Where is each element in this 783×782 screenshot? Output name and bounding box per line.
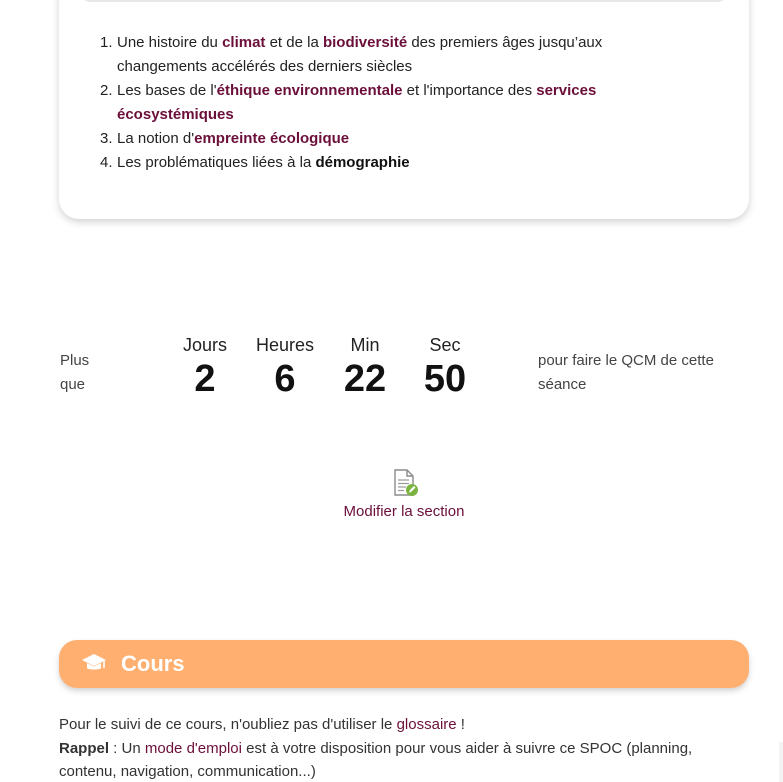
- rappel-label: Rappel: [59, 739, 110, 757]
- topic-item: [100, 127, 677, 151]
- countdown-seconds: [405, 334, 485, 402]
- countdown-suffix: pour faire le QCM de cette séance: [538, 352, 714, 393]
- cours-banner[interactable]: [59, 640, 749, 688]
- countdown-seconds-value: 50: [423, 358, 467, 400]
- topic-number: 3.: [100, 130, 113, 147]
- topic-number: 2.: [100, 82, 113, 99]
- graduation-cap-icon: [81, 652, 107, 679]
- topic-item: [100, 151, 677, 175]
- countdown-hours-value: 6: [274, 358, 296, 400]
- countdown-days-label: Jours: [182, 335, 227, 355]
- topic-number: 1.: [100, 34, 113, 51]
- countdown-minutes-value: 22: [343, 358, 387, 400]
- edit-document-icon[interactable]: [320, 468, 488, 498]
- countdown-prefix: Plus que: [60, 352, 90, 393]
- topic-text: des premiers âges jusqu’aux changements accélérés des derniers siècles: [117, 34, 603, 75]
- countdown-minutes: [325, 334, 405, 402]
- countdown-seconds-label: Sec: [429, 335, 461, 355]
- topic-text: et l'importance des: [402, 82, 537, 99]
- topic-number: 4.: [100, 154, 113, 171]
- countdown-days-value: 2: [194, 358, 216, 400]
- topics-list: [100, 31, 677, 175]
- cours-title: Cours: [121, 651, 185, 676]
- edit-section-label[interactable]: Modifier la section: [343, 503, 465, 520]
- edit-section-link[interactable]: [320, 468, 488, 520]
- topic-text: Les problématiques liées à la: [117, 154, 316, 171]
- keyword-link[interactable]: services écosystémiques: [117, 82, 597, 123]
- glossary-line: [59, 713, 749, 737]
- rappel-text: est à votre disposition pour vous aider à suivre ce SPOC (planning, contenu, navigation, communication...): [59, 739, 693, 780]
- countdown-hours: [245, 334, 325, 402]
- topic-item: [100, 79, 677, 127]
- rappel-separator: : Un: [109, 739, 145, 757]
- countdown-hours-label: Heures: [255, 335, 315, 355]
- topic-text: Les bases de l': [117, 82, 217, 99]
- card-top-bar: [79, 0, 729, 2]
- countdown-days: [165, 334, 245, 402]
- rappel-line: [59, 737, 749, 782]
- topic-text: et de la: [265, 34, 323, 51]
- glossary-suffix: !: [456, 716, 465, 733]
- glossary-link[interactable]: glossaire: [396, 716, 457, 733]
- topics-card: [59, 0, 749, 219]
- keyword-link[interactable]: éthique environnementale: [216, 82, 403, 99]
- keyword-link[interactable]: empreinte écologique: [194, 130, 350, 147]
- course-info: [59, 713, 749, 782]
- glossary-prefix: Pour le suivi de ce cours, n'oubliez pas d'utiliser le: [59, 716, 397, 733]
- edge-strip: [779, 742, 783, 782]
- topic-text: La notion d': [117, 130, 195, 147]
- topic-item: [100, 31, 677, 79]
- keyword-text: démographie: [315, 154, 410, 171]
- keyword-link[interactable]: biodiversité: [322, 34, 408, 51]
- countdown-minutes-label: Min: [350, 335, 380, 355]
- keyword-link[interactable]: climat: [222, 34, 266, 51]
- topic-text: Une histoire du: [117, 34, 223, 51]
- user-guide-link[interactable]: mode d'emploi: [144, 739, 242, 757]
